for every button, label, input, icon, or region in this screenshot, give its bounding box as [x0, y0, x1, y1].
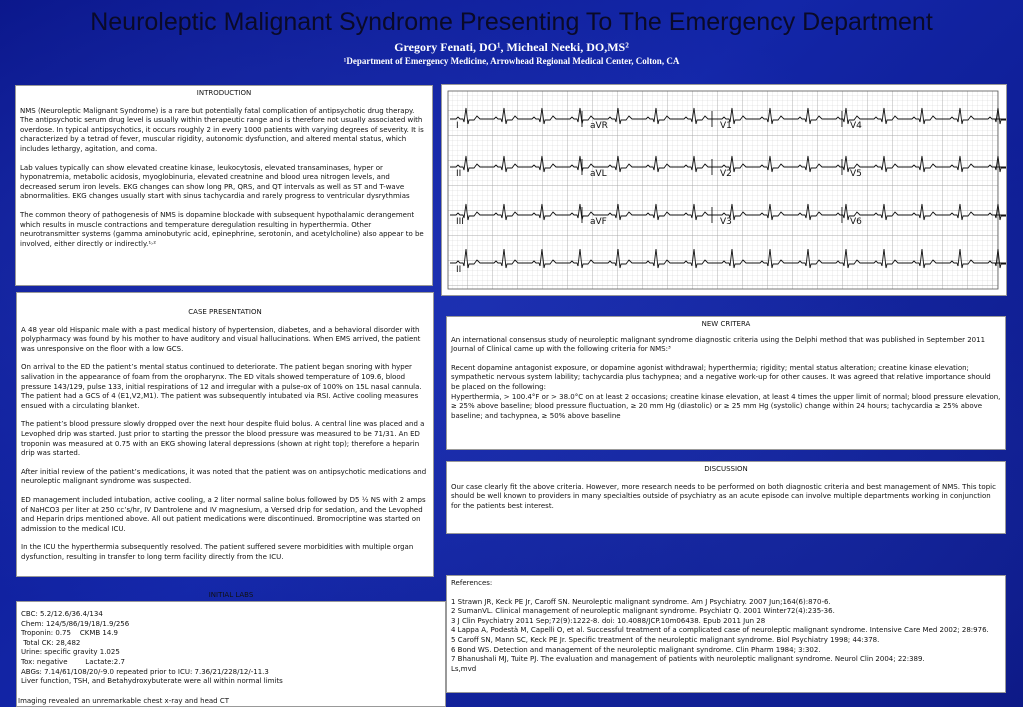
- ecg-image: [441, 84, 1007, 296]
- ecg-lead-label: II: [456, 265, 462, 275]
- reference-item: 6 Bond WS. Detection and management of the neuroleptic malignant syndrome. Clin Pharm 1984; 3:302.: [451, 645, 821, 654]
- poster-title: Neuroleptic Malignant Syndrome Presenting To The Emergency Department: [90, 8, 933, 36]
- labs-heading: INITIAL LABS: [208, 591, 254, 599]
- case-paragraph: ED management included intubation, active cooling, a 2 liter normal saline bolus followed by D5 ½ NS with 2 amps of NaHCO3 per liter at 250 cc’s/hr, IV Dantrolene and IV magnesium, a Versed drip for sedation, and the Levophed and Heparin drips mentioned above. All out patient medications were discontinued. Bromocriptine was started on admission to the medical ICU.: [21, 495, 426, 533]
- lab-line: ABGs: 7.14/61/108/20/-9.0 repeated prior to ICU: 7.36/21/228/12/-11.3: [21, 667, 269, 676]
- lab-line: Liver function, TSH, and Betahydroxybuterate were all within normal limits: [21, 677, 283, 686]
- ecg-lead-label: aVF: [590, 217, 607, 227]
- lab-line: Urine: specific gravity 1.025: [21, 648, 120, 657]
- reference-item: 2 SumanVL. Clinical management of neuroleptic malignant syndrome. Psychiatr Q. 2001 Winter72(4):235-36.: [451, 607, 835, 616]
- ecg-tracing: [442, 85, 1006, 295]
- lab-line: Total CK: 28,482: [21, 638, 81, 647]
- references-heading: References:: [451, 579, 493, 587]
- lab-line: Chem: 124/5/86/19/18/1.9/256: [21, 619, 130, 628]
- case-paragraph: On arrival to the ED the patient’s mental status continued to deteriorate. The patient began snoring with hyper salivation in the appearance of foam from the oropharynx. The ED vitals showed temperature of 109.6, blood pressure 143/129, pulse 133, initial respirations of 12 and irregular with a pulse-ox of 100% on 15L nasal cannula. The patient had a GCS of 4 (E1,V2,M1). The patient was subsequently intubated via RSI. Active cooling measures ensued with a circulating blanket.: [21, 363, 422, 410]
- authors: Gregory Fenati, DO¹, Micheal Neeki, DO,MS²: [394, 40, 629, 54]
- discussion-box: [446, 461, 1006, 534]
- lab-line: CBC: 5.2/12.6/36.4/134: [21, 610, 103, 618]
- case-paragraph: The patient’s blood pressure slowly dropped over the next hour despite fluid bolus. A central line was placed and a Levophed drip was started. Just prior to starting the pressor the blood pressure was measured to be 71/31. An ED troponin was measured at 0.75 with an EKG showing lateral depressions (shown at right top); therefore a heparin drip was started.: [21, 420, 425, 458]
- ecg-lead-label: V3: [720, 217, 732, 227]
- introduction-paragraph: The common theory of pathogenesis of NMS is dopamine blockade with subsequent hypothalamic derangement which results in muscle contractions and temperature deregulation resulting in hyperthermia. Other neurotransmitter systems (gamma aminobutyric acid, epinephrine, serotonin, and acetylcholine) also appear to be involved, either directly or indirectly.¹˒²: [20, 210, 424, 248]
- lab-line: Troponin: 0.75 CKMB 14.9: [21, 629, 118, 638]
- introduction-box: [15, 85, 433, 286]
- lab-line: Tox: negative Lactate:2.7: [21, 657, 125, 666]
- ecg-lead-label: aVL: [590, 169, 607, 179]
- ecg-lead-label: I: [456, 121, 459, 131]
- criteria-heading: NEW CRITERA: [701, 320, 751, 328]
- reference-item: 5 Caroff SN, Mann SC, Keck PE Jr. Specific treatment of the neuroleptic malignant syndrome. Biol Psychiatry 1998; 44:378.: [451, 635, 880, 644]
- references-box: [446, 575, 1006, 693]
- case-paragraph: In the ICU the hyperthermia subsequently resolved. The patient suffered severe morbidities with multiple organ dysfunction, resulting in transfer to long term facility directly from the ICU.: [21, 543, 414, 561]
- criteria-box: [446, 316, 1006, 450]
- case-presentation-heading: CASE PRESENTATION: [188, 308, 262, 316]
- criteria-paragraph: Recent dopamine antagonist exposure, or dopamine agonist withdrawal; hyperthermia; rigidity; mental status alteration; creatine kinase elevation; sympathetic nervous system lability; tachycardia plus tachypnea; and a negative work-up for other causes. It was agreed that relative importance should be placed on the following: Hyperthermia, > 100.4°F or > 38.0°C on at least 2 occasions; creatine kinase elevation, at least 4 times the upper limit of normal; blood pressure elevation, ≥ 25% above baseline; blood pressure fluctuation, ≥ 20 mm Hg (diastolic) or ≥ 25 mm Hg (systolic) change within 24 hours; tachycardia ≥ 25% above baseline; and tachypnea, ≥ 50% above baseline: [451, 363, 1001, 420]
- reference-item: 7 Bhanushali MJ, Tuite PJ. The evaluation and management of patients with neuroleptic malignant syndrome. Neurol Clin 2004; 22:389.: [451, 655, 925, 664]
- labs-imaging-note: Imaging revealed an unremarkable chest x-ray and head CT: [18, 697, 230, 705]
- reference-item: 4 Lappa A, Podestà M, Capelli O, et al. Successful treatment of a complicated case of neuroleptic malignant syndrome. Intensive Care Med 2002; 28:976.: [451, 626, 989, 635]
- reference-item: 3 J Clin Psychiatry 2011 Sep;72(9):1222-8. doi: 10.4088/JCP.10m06438. Epub 2011 Jun 28: [451, 616, 766, 625]
- ecg-lead-label: aVR: [590, 121, 608, 131]
- ecg-lead-label: V6: [850, 217, 862, 227]
- ecg-lead-label: V1: [720, 121, 732, 131]
- case-paragraph: After initial review of the patient’s medications, it was noted that the patient was on antipsychotic medications and neuroleptic malignant syndrome was suspected.: [21, 467, 427, 486]
- criteria-paragraph: An international consensus study of neuroleptic malignant syndrome diagnostic criteria using the Delphi method that was published in September 2011 Journal of Clinical came up with the following criteria for NMS:³: [451, 335, 986, 354]
- labs-box: [16, 601, 446, 707]
- reference-item: Ls,mvd: [451, 664, 477, 673]
- department: ¹Department of Emergency Medicine, Arrowhead Regional Medical Center, Colton, CA: [343, 56, 680, 66]
- reference-item: 1 Strawn JR, Keck PE Jr, Caroff SN. Neuroleptic malignant syndrome. Am J Psychiatry. 2007 Jun;164(6):870-6.: [451, 597, 831, 606]
- introduction-paragraph: Lab values typically can show elevated creatine kinase, leukocytosis, elevated transaminases, hyper or hyponatremia, metabolic acidosis, myoglobinuria, elevated creatnine and blood urea nitrogen levels, and decreased serum iron levels. EKG changes can show long PR, QRS, and QT intervals as well as ST and T-wave abnormalities. EKG changes usually start with sinus tachycardia and rarely progress to ventricular dysrythmias: [20, 163, 410, 201]
- case-paragraph: A 48 year old Hispanic male with a past medical history of hypertension, diabetes, and a behavioral disorder with polypharmacy was found by his mother to have auditory and visual hallucinations. When EMS arrived, the patient was unresponsive on the floor with a low GCS.: [21, 325, 421, 353]
- discussion-paragraph: Our case clearly fit the above criteria. However, more research needs to be performed on both diagnostic criteria and best management of NMS. This topic should be well known to providers in many specialties outside of psychiatry as an acute episode can involve multiple departments working in conjunction for the patients best interest.: [451, 482, 996, 510]
- introduction-heading: INTRODUCTION: [196, 89, 252, 97]
- ecg-lead-label: V5: [850, 169, 862, 179]
- ecg-lead-label: II: [456, 169, 462, 179]
- ecg-lead-label: III: [456, 217, 464, 227]
- introduction-paragraph: NMS (Neuroleptic Malignant Syndrome) is a rare but potentially fatal complication of antipsychotic drug therapy. The antipsychotic serum drug level is usually within therapeutic range and is therefore not usually associated with overdose. In typical antipsychotics, it occurs roughly 2 in every 1000 patients with varying degrees of severity. It is characterized by a tetrad of fever, muscular rigidity, autonomic dysfunction, and altered mental status, which includes lethargy, agitation, and coma.: [20, 106, 424, 153]
- discussion-heading: DISCUSSION: [704, 465, 748, 473]
- ecg-lead-label: V4: [850, 121, 862, 131]
- ecg-lead-label: V2: [720, 169, 732, 179]
- case-presentation-box: [16, 292, 434, 577]
